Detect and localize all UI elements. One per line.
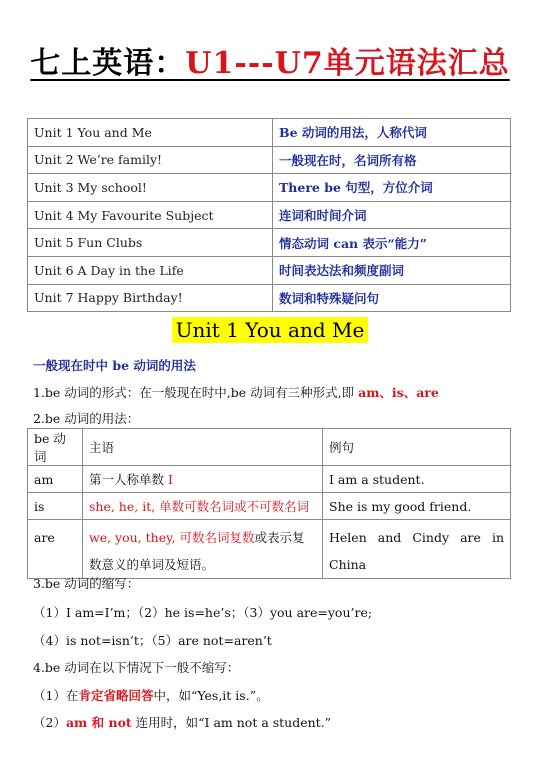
unit-name-cell: Unit 2 We’re family! — [28, 146, 273, 174]
paragraph-be-forms — [33, 383, 439, 401]
section-subheading: 一般现在时中 be 动词的用法 — [33, 358, 196, 373]
table-row — [28, 520, 511, 579]
unit-grammar-cell: 时间表达法和频度副词 — [273, 256, 511, 284]
no-contraction-line-2: （2）am 和 not 连用时，如“I am not a student.” — [33, 715, 332, 730]
unit-name-cell: Unit 1 You and Me — [28, 119, 273, 147]
paragraph-no-contraction: 4.be 动词在以下情况下一般不缩写： — [33, 660, 240, 675]
unit-grammar-cell: There be 句型，方位介词 — [273, 174, 511, 202]
unit-name-cell: Unit 6 A Day in the Life — [28, 256, 273, 284]
paragraph-be-contractions: 3.be 动词的缩写： — [33, 576, 140, 591]
unit-grammar-cell: 连词和时间介词 — [273, 201, 511, 229]
table-cell-example: Helen and Cindy are in China — [323, 520, 511, 579]
unit-grammar-cell: 数词和特殊疑问句 — [273, 284, 511, 312]
unit-grammar-cell: 情态动词 can 表示“能力” — [273, 229, 511, 257]
table-cell-verb: is — [28, 493, 83, 520]
title-suffix: U1---U7单元语法汇总 — [185, 46, 510, 81]
table-cell-example: I am a student. — [323, 466, 511, 493]
table-cell-subject: 第一人称单数 I — [83, 466, 323, 493]
table-row — [28, 466, 511, 493]
paragraph-be-usage: 2.be 动词的用法： — [33, 411, 140, 426]
page-title — [0, 38, 540, 82]
be-forms-text: 1.be 动词的形式：在一般现在时中,be 动词有三种形式,即 — [33, 385, 359, 400]
column-header: be 动词 — [28, 429, 83, 466]
column-header: 例句 — [323, 429, 511, 466]
table-row — [28, 174, 511, 202]
section-heading: Unit 1 You and Me — [0, 318, 540, 342]
no-contraction-line-1: （1）在肯定省略回答中，如“Yes,it is.”。 — [33, 688, 269, 703]
table-row — [28, 201, 511, 229]
table-cell-example: She is my good friend. — [323, 493, 511, 520]
table-row — [28, 146, 511, 174]
table-cell-verb: am — [28, 466, 83, 493]
unit-name-cell: Unit 7 Happy Birthday! — [28, 284, 273, 312]
unit-name-cell: Unit 5 Fun Clubs — [28, 229, 273, 257]
table-cell-subject: we, you, they, 可数名词复数或表示复数意义的单词及短语。 — [83, 520, 323, 579]
table-cell-verb: are — [28, 520, 83, 579]
table-row — [28, 256, 511, 284]
table-row — [28, 229, 511, 257]
be-forms-list: am、is、are — [358, 385, 439, 400]
unit-grammar-table — [27, 118, 511, 312]
table-row — [28, 284, 511, 312]
table-row — [28, 493, 511, 520]
contractions-line-1: （1）I am=I’m；（2）he is=he’s；（3）you are=you’re; — [33, 605, 373, 620]
unit-grammar-cell: 一般现在时，名词所有格 — [273, 146, 511, 174]
unit-name-cell: Unit 3 My school! — [28, 174, 273, 202]
be-usage-table — [27, 428, 511, 579]
table-cell-subject: she, he, it, 单数可数名词或不可数名词 — [83, 493, 323, 520]
unit-name-cell: Unit 4 My Favourite Subject — [28, 201, 273, 229]
unit-grammar-cell: Be 动词的用法，人称代词 — [273, 119, 511, 147]
column-header: 主语 — [83, 429, 323, 466]
title-prefix: 七上英语： — [30, 46, 186, 81]
table-header-row — [28, 429, 511, 466]
contractions-line-2: （4）is not=isn’t；（5）are not=aren’t — [33, 633, 272, 648]
table-row — [28, 119, 511, 147]
